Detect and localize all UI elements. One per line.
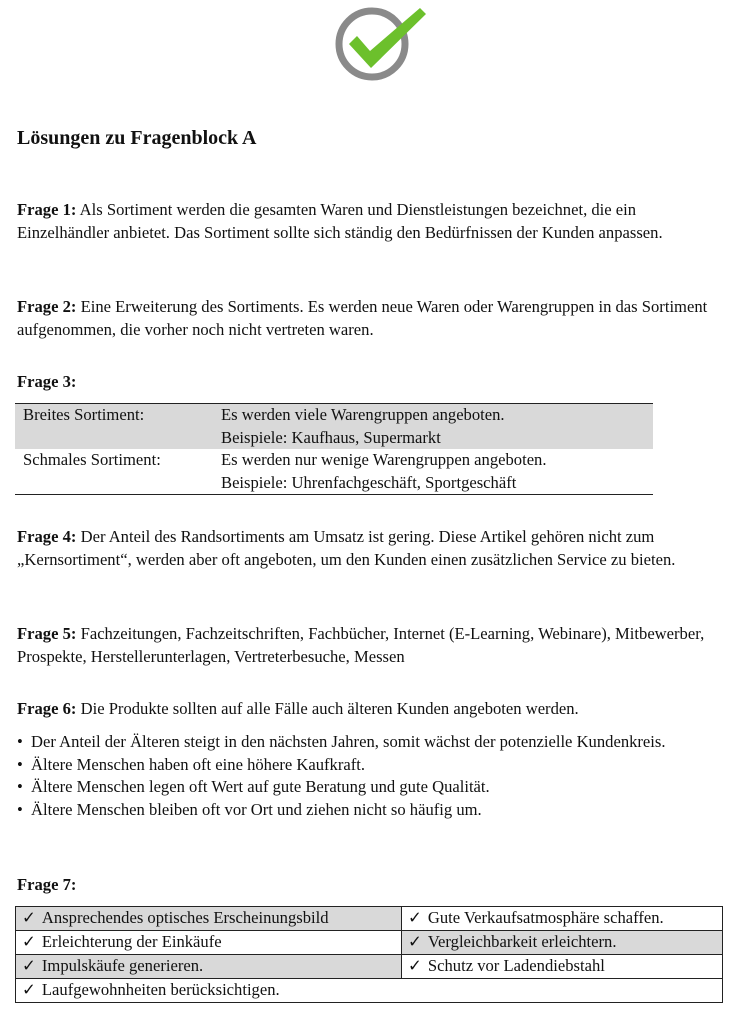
answer-text: Eine Erweiterung des Sortiments. Es werden neue Waren oder Warengruppen in das Sortiment aufgenommen, die vorher noch nicht vertreten waren. xyxy=(17,297,708,339)
checklist-table xyxy=(15,906,723,1003)
check-icon: ✓ xyxy=(408,908,422,928)
question-label: Frage 5: xyxy=(17,624,77,643)
description-line: Es werden nur wenige Warengruppen angeboten. xyxy=(221,450,547,469)
list-item: • Ältere Menschen haben oft eine höhere Kaufkraft. xyxy=(17,754,729,777)
table-row xyxy=(16,931,723,955)
question-label: Frage 4: xyxy=(17,527,77,546)
cell-text: Schutz vor Ladendiebstahl xyxy=(427,956,605,976)
cell-text: Impulskäufe generieren. xyxy=(41,956,204,976)
question-label: Frage 7: xyxy=(17,875,77,894)
cell-text: Vergleichbarkeit erleichtern. xyxy=(427,932,617,952)
check-icon: ✓ xyxy=(22,932,36,952)
list-item: • Ältere Menschen bleiben oft vor Ort und ziehen nicht so häufig um. xyxy=(17,799,729,822)
table-cell xyxy=(16,931,402,955)
reasons-list xyxy=(17,731,729,821)
check-icon: ✓ xyxy=(408,932,422,952)
table-cell xyxy=(402,931,723,955)
cell-text: Ansprechendes optisches Erscheinungsbild xyxy=(41,908,329,928)
description-line: Beispiele: Kaufhaus, Supermarkt xyxy=(221,427,441,447)
answer-text: Die Produkte sollten auf alle Fälle auch älteren Kunden angeboten werden. xyxy=(80,699,579,718)
table-row xyxy=(15,404,653,449)
answer-4 xyxy=(17,526,729,571)
answer-text: Der Anteil des Randsortiments am Umsatz ist gering. Diese Artikel gehören nicht zum „Kernsortiment“, werden aber oft angeboten, um den Kunden einen zusätzlichen Service zu bieten. xyxy=(17,527,676,569)
table-cell xyxy=(16,907,402,931)
cell-text: Laufgewohnheiten berücksichtigen. xyxy=(41,980,280,1000)
answer-text: Als Sortiment werden die gesamten Waren und Dienstleistungen bezeichnet, die ein Einzelhändler anbietet. Das Sortiment sollte sich ständig den Bedürfnissen der Kunden anpassen. xyxy=(17,200,663,242)
answer-5 xyxy=(17,623,729,668)
table-row xyxy=(15,449,653,494)
table-term: Schmales Sortiment: xyxy=(23,450,161,469)
assortment-table xyxy=(15,403,653,495)
question-label: Frage 3: xyxy=(17,372,77,391)
table-cell xyxy=(402,907,723,931)
table-cell xyxy=(402,955,723,979)
table-term: Breites Sortiment: xyxy=(23,405,145,424)
answer-2 xyxy=(17,296,729,341)
check-icon: ✓ xyxy=(408,956,422,976)
table-description xyxy=(221,449,653,494)
list-item: • Ältere Menschen legen oft Wert auf gute Beratung und gute Qualität. xyxy=(17,776,729,799)
description-line: Es werden viele Warengruppen angeboten. xyxy=(221,405,505,424)
check-icon: ✓ xyxy=(22,956,36,976)
checkmark-logo-icon xyxy=(332,2,428,82)
table-description xyxy=(221,404,653,449)
table-cell xyxy=(16,955,402,979)
list-item: • Der Anteil der Älteren steigt in den nächsten Jahren, somit wächst der potenzielle Kundenkreis. xyxy=(17,731,729,754)
cell-text: Gute Verkaufsatmosphäre schaffen. xyxy=(427,908,664,928)
answer-text: Fachzeitungen, Fachzeitschriften, Fachbücher, Internet (E-Learning, Webinare), Mitbewerber, Prospekte, Herstellerunterlagen, Vertreterbesuche, Messen xyxy=(17,624,705,666)
page-title: Lösungen zu Fragenblock A xyxy=(17,127,257,149)
check-icon: ✓ xyxy=(22,908,36,928)
question-label: Frage 2: xyxy=(17,297,77,316)
table-row xyxy=(16,955,723,979)
table-cell xyxy=(16,979,723,1003)
answer-1 xyxy=(17,199,729,244)
table-row xyxy=(16,907,723,931)
question-label: Frage 1: xyxy=(17,200,77,219)
check-icon: ✓ xyxy=(22,980,36,1000)
answer-6 xyxy=(17,698,729,721)
question-label: Frage 6: xyxy=(17,699,77,718)
cell-text: Erleichterung der Einkäufe xyxy=(41,932,222,952)
description-line: Beispiele: Uhrenfachgeschäft, Sportgeschäft xyxy=(221,472,517,492)
table-row xyxy=(16,979,723,1003)
